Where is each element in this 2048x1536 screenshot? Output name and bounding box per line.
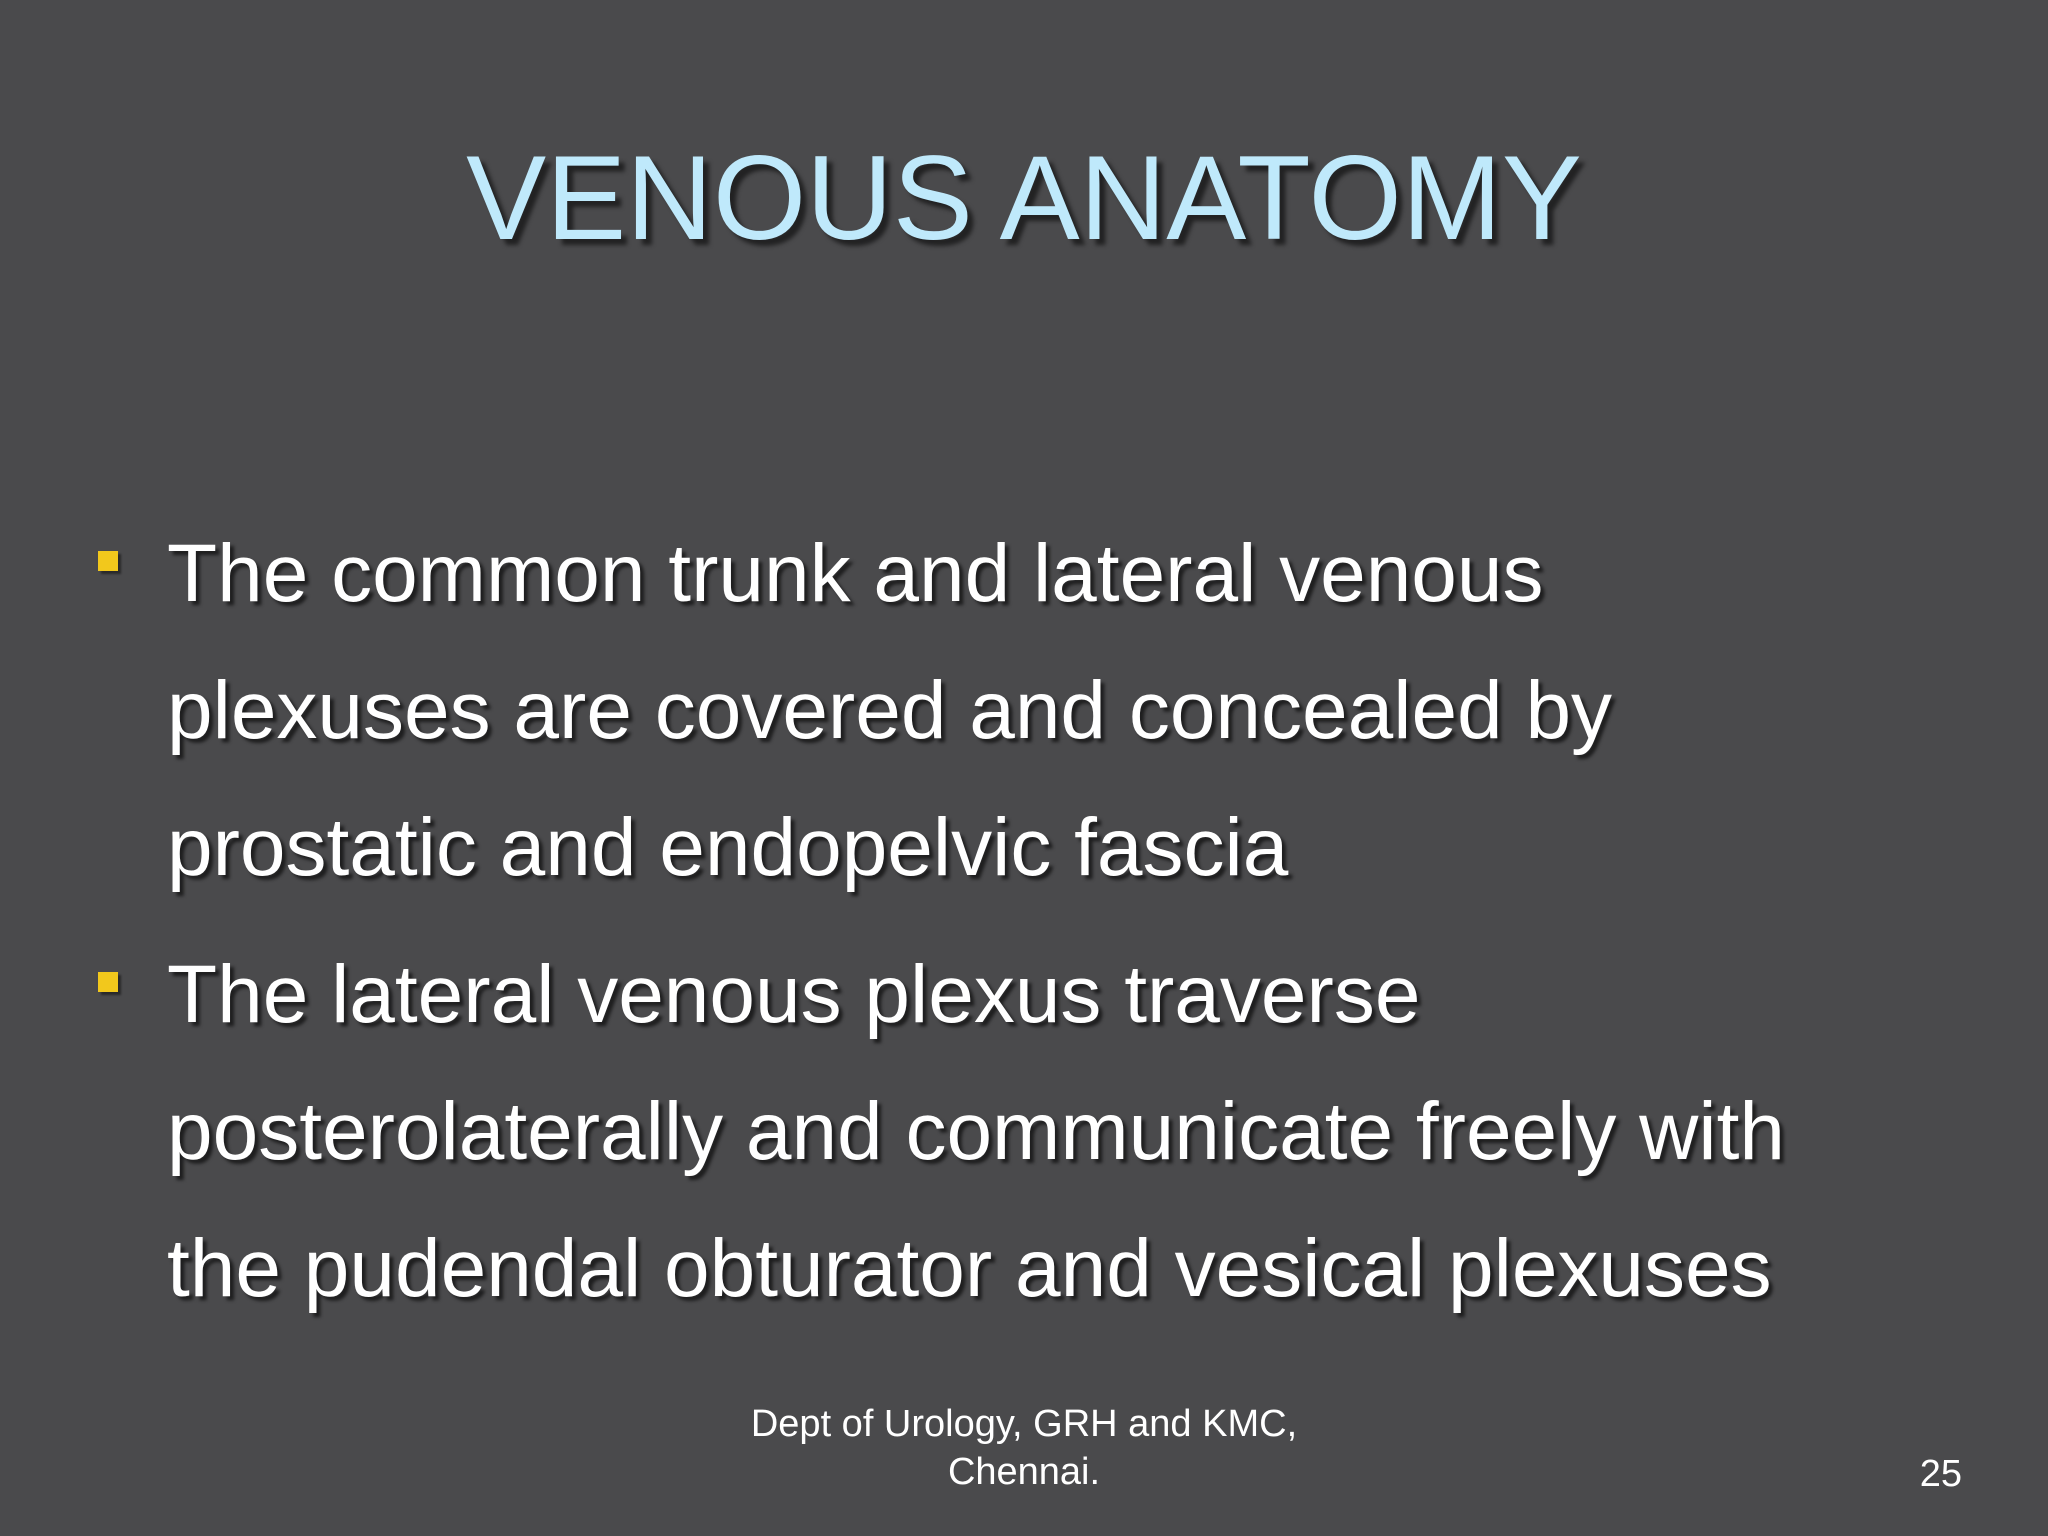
footer-line: Dept of Urology, GRH and KMC, [750, 1403, 1298, 1445]
square-bullet-icon [98, 551, 118, 571]
page-number: 25 [1919, 1453, 1962, 1495]
slide-footer [624, 1400, 1424, 1496]
slide-title: VENOUS ANATOMY [466, 131, 1582, 265]
bullet-line: posterolaterally and communicate freely with [167, 1086, 1785, 1177]
bullet-line: The common trunk and lateral venous [167, 528, 1544, 619]
bullet-item [90, 926, 2010, 1337]
bullet-list [90, 505, 2010, 1347]
square-bullet-icon [98, 972, 118, 992]
bullet-line: prostatic and endopelvic fascia [167, 802, 1289, 893]
bullet-line: the pudendal obturator and vesical plexuses [167, 1223, 1772, 1314]
bullet-line: plexuses are covered and concealed by [167, 665, 1613, 756]
bullet-item [90, 505, 2010, 916]
footer-line: Chennai. [947, 1451, 1101, 1493]
bullet-line: The lateral venous plexus traverse [167, 949, 1421, 1040]
